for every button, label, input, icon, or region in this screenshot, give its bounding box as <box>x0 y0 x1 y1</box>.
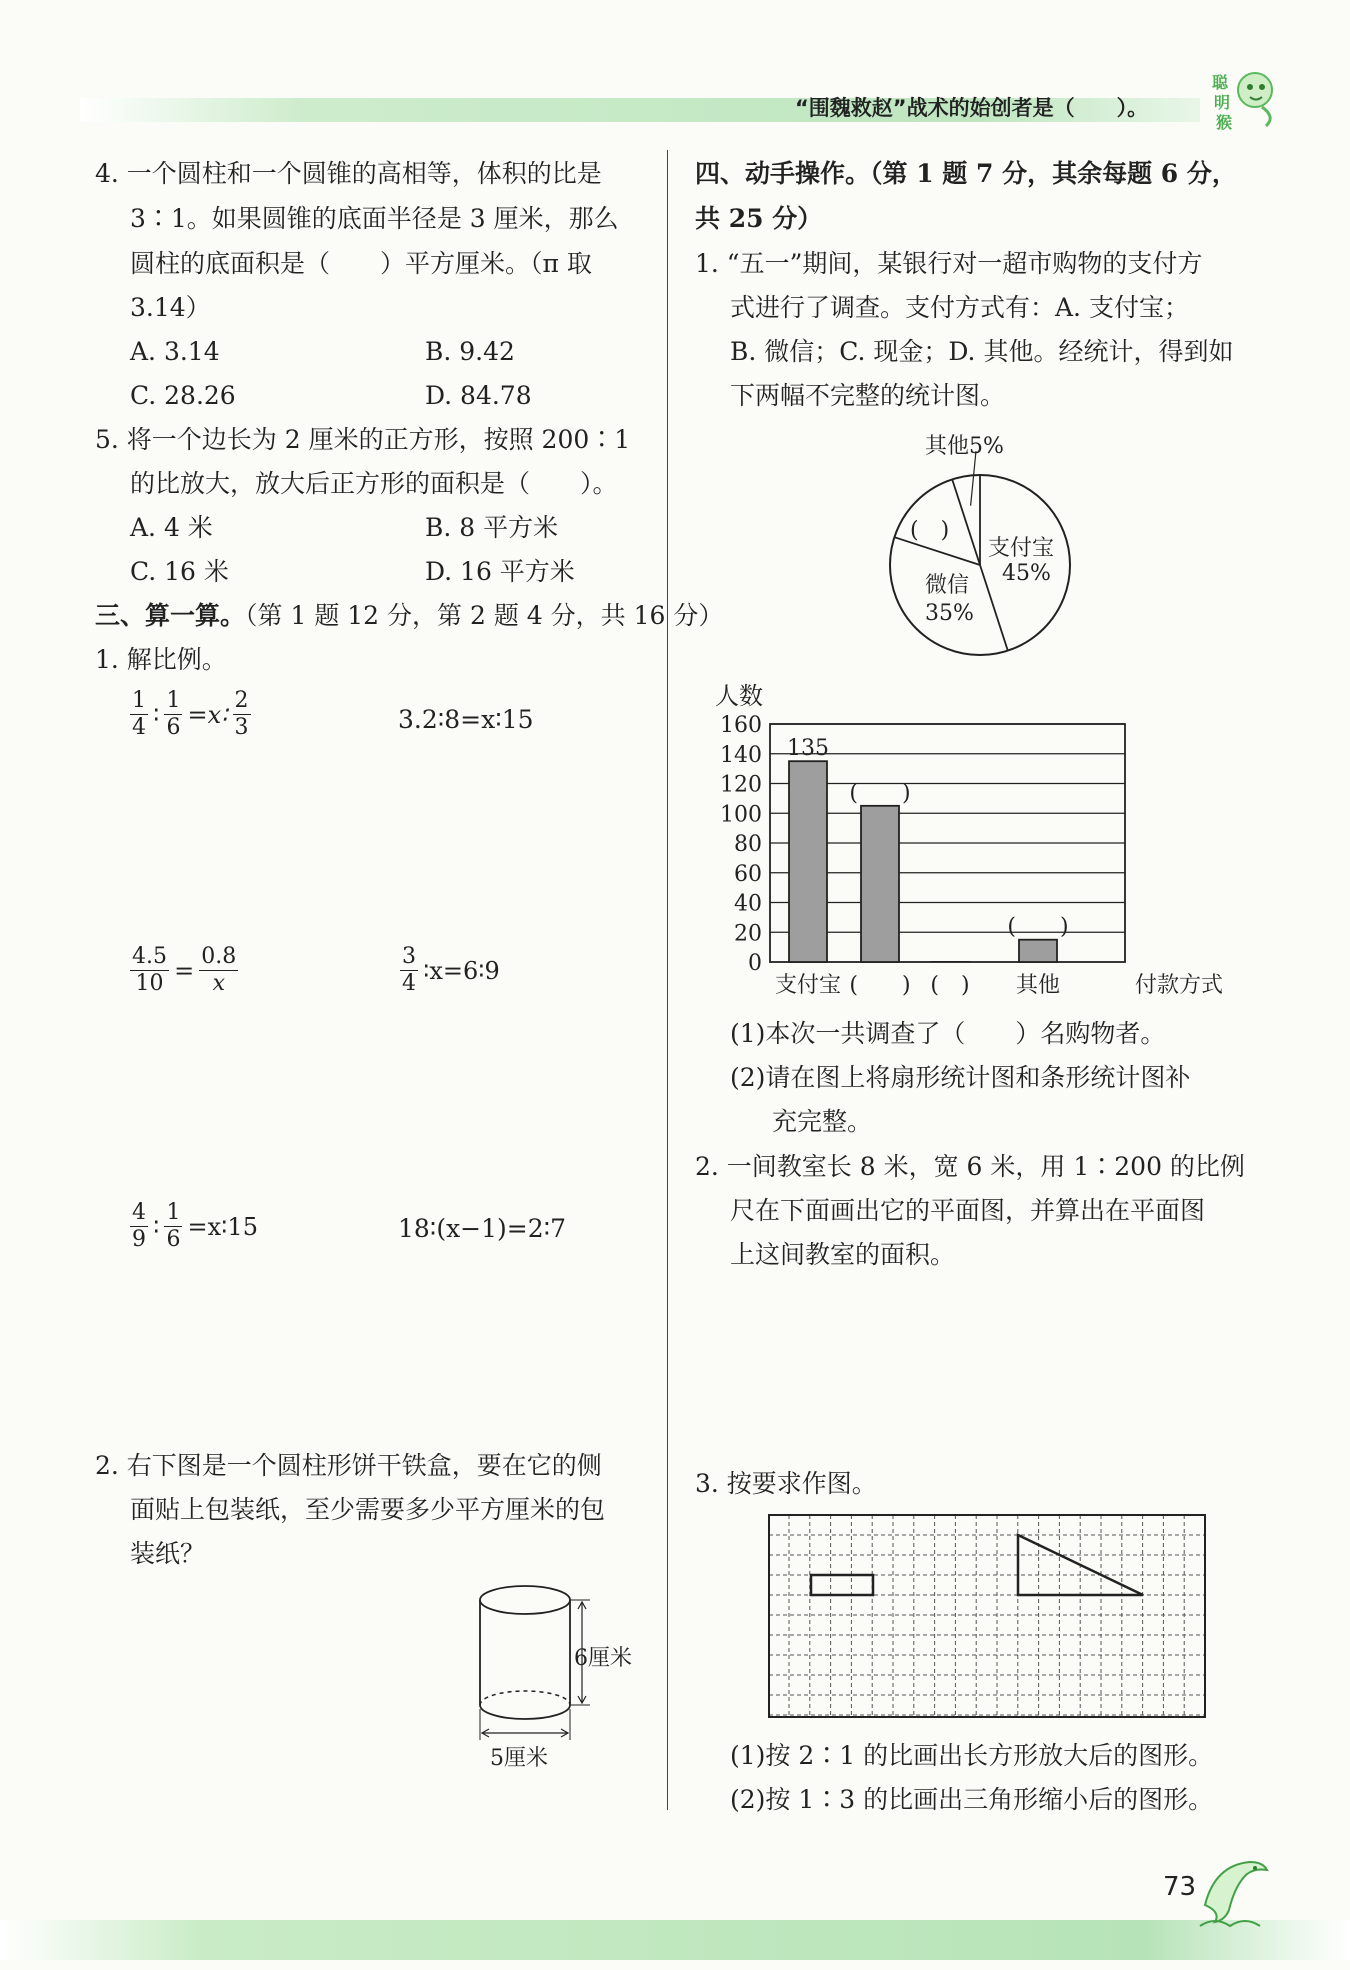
r-q3-title: 3. 按要求作图。 <box>695 1469 877 1498</box>
footer-band <box>0 1920 1350 1960</box>
bar-data-label: ( ) <box>849 780 911 806</box>
cylinder-figure <box>470 1575 650 1785</box>
fraction: $\frac{1}{6}$ <box>166 1200 181 1252</box>
drawing-grid[interactable] <box>768 1514 1206 1718</box>
r-q1-line: 下两幅不完整的统计图。 <box>730 381 1006 410</box>
cylinder-diameter-label: 5厘米 <box>490 1746 548 1771</box>
equation-5: $\frac{4}{9}$ ∶ $\frac{1}{6}$ =x∶15 <box>132 1200 258 1252</box>
s3q2-line: 2. 右下图是一个圆柱形饼干铁盒，要在它的侧 <box>95 1451 602 1480</box>
x-tick-label: 支付宝 <box>774 973 842 998</box>
y-tick-label: 160 <box>720 713 762 738</box>
section-4-line: 四、动手操作。（第 1 题 7 分，其余每题 6 分， <box>695 159 1237 188</box>
pie-label-blank: ( ) <box>910 518 950 543</box>
bar <box>789 761 827 962</box>
header-hint: “围魏救赵”战术的始创者是（ ）。 <box>795 96 1149 120</box>
fraction: $\frac{4.5}{10}$ <box>132 944 167 996</box>
y-tick-label: 40 <box>734 891 762 917</box>
y-tick-label: 100 <box>720 802 762 828</box>
q5-option-c[interactable]: C. 16 米 <box>130 557 229 586</box>
svg-text:猴: 猴 <box>1216 113 1233 132</box>
fraction: $\frac{0.8}{x}$ <box>201 944 237 996</box>
bar <box>861 806 899 962</box>
r-q1-line: 1. “五一”期间，某银行对一超市购物的支付方 <box>695 249 1203 278</box>
r-q3-sub2: (2)按 1∶3 的比画出三角形缩小后的图形。 <box>730 1785 1214 1814</box>
r-q2-line: 上这间教室的面积。 <box>730 1240 956 1269</box>
q4-line: 3∶1。如果圆锥的底面半径是 3 厘米，那么 <box>130 204 619 233</box>
fraction: $\frac{1}{6}$ <box>166 688 181 740</box>
q4-line: 3.14） <box>130 293 211 322</box>
q5-line: 5. 将一个边长为 2 厘米的正方形，按照 200∶1 <box>95 425 631 454</box>
r-q2-line: 尺在下面画出它的平面图，并算出在平面图 <box>730 1196 1206 1225</box>
section-3-heading <box>95 594 723 638</box>
q5-option-a[interactable]: A. 4 米 <box>130 513 213 542</box>
dolphin-icon <box>1195 1850 1275 1930</box>
pie-label-wechat: 微信 <box>925 573 970 598</box>
equation-1: $\frac{1}{4}$ ∶ $\frac{1}{6}$ =x∶ $\frac{2}{3}$ <box>132 688 249 740</box>
pie-label-alipay: 支付宝 <box>988 536 1055 561</box>
r-q1-line: B. 微信；C. 现金；D. 其他。经统计，得到如 <box>730 337 1234 366</box>
y-tick-label: 0 <box>748 951 762 976</box>
fraction: $\frac{4}{9}$ <box>132 1200 146 1252</box>
y-tick-label: 60 <box>734 861 762 887</box>
q4-line: 圆柱的底面积是（ ）平方厘米。（π 取 <box>130 249 592 278</box>
q4-line: 4. 一个圆柱和一个圆锥的高相等，体积的比是 <box>95 159 602 188</box>
y-tick-label: 120 <box>720 772 762 798</box>
column-divider <box>667 150 668 1810</box>
grid-rectangle <box>811 1575 873 1595</box>
pie-label-alipay-pct: 45% <box>1002 561 1051 586</box>
q5-line: 的比放大，放大后正方形的面积是（ ）。 <box>130 469 618 498</box>
pie-chart <box>880 425 1080 665</box>
r-q3-sub1: (1)按 2∶1 的比画出长方形放大后的图形。 <box>730 1741 1214 1770</box>
pie-label-wechat-pct: 35% <box>925 601 974 626</box>
x-tick-label: ( ) <box>849 973 911 998</box>
s3q1-title: 1. 解比例。 <box>95 645 227 674</box>
y-tick-label: 80 <box>734 832 762 857</box>
fraction: $\frac{3}{4}$ <box>402 944 416 996</box>
x-tick-label: 其他 <box>1015 973 1061 998</box>
section-4-line: 共 25 分） <box>695 204 823 233</box>
cylinder-height-label: 6厘米 <box>574 1646 632 1671</box>
equation-2: 3.2∶8=x∶15 <box>398 705 534 734</box>
q4-option-c[interactable]: C. 28.26 <box>130 381 236 410</box>
section-3-title: 三、算一算。 <box>95 601 246 630</box>
equation-4: $\frac{3}{4}$ ∶x=6∶9 <box>402 944 500 996</box>
r-q1-line: 式进行了调查。支付方式有：A. 支付宝； <box>730 293 1189 322</box>
q4-option-b[interactable]: B. 9.42 <box>425 337 515 366</box>
svg-text:明: 明 <box>1214 93 1231 112</box>
pie-label-other: 其他5% <box>925 434 1004 459</box>
pie-divider-other-start <box>952 479 980 565</box>
s3q2-line: 装纸？ <box>130 1539 206 1568</box>
r-q1-sub2a: (2)请在图上将扇形统计图和条形统计图补 <box>730 1063 1191 1092</box>
r-q1-sub2b: 充完整。 <box>772 1107 873 1136</box>
y-tick-label: 140 <box>720 742 762 768</box>
y-tick-label: 20 <box>734 921 762 947</box>
bar-data-label: 135 <box>787 736 829 762</box>
q5-option-b[interactable]: B. 8 平方米 <box>425 513 559 542</box>
bar <box>1019 940 1057 962</box>
q4-option-a[interactable]: A. 3.14 <box>130 337 220 366</box>
q4-option-d[interactable]: D. 84.78 <box>425 381 532 410</box>
y-axis-label: 人数 <box>715 682 763 710</box>
s3q2-line: 面贴上包装纸，至少需要多少平方厘米的包 <box>130 1495 606 1524</box>
x-tick-label: ( ) <box>930 973 970 998</box>
section-3-note: （第 1 题 12 分，第 2 题 4 分，共 16 分） <box>245 601 724 630</box>
fraction: $\frac{2}{3}$ <box>234 688 249 740</box>
monkey-logo <box>1210 62 1280 132</box>
mascot-text: 聪 <box>1212 73 1229 92</box>
x-axis-label: 付款方式 <box>1135 973 1224 998</box>
r-q1-sub1: (1)本次一共调查了（ ）名购物者。 <box>730 1019 1166 1048</box>
q5-option-d[interactable]: D. 16 平方米 <box>425 557 575 586</box>
bar-data-label: ( ) <box>1007 914 1069 940</box>
equation-6: 18∶(x−1)=2∶7 <box>398 1214 567 1243</box>
r-q2-line: 2. 一间教室长 8 米，宽 6 米，用 1∶200 的比例 <box>695 1152 1245 1181</box>
bar-chart <box>690 672 1290 1012</box>
fraction: $\frac{1}{4}$ <box>132 688 146 740</box>
equation-3: $\frac{4.5}{10}$ = $\frac{0.8}{x}$ <box>132 944 237 996</box>
page-number: 73 <box>1163 1872 1197 1902</box>
